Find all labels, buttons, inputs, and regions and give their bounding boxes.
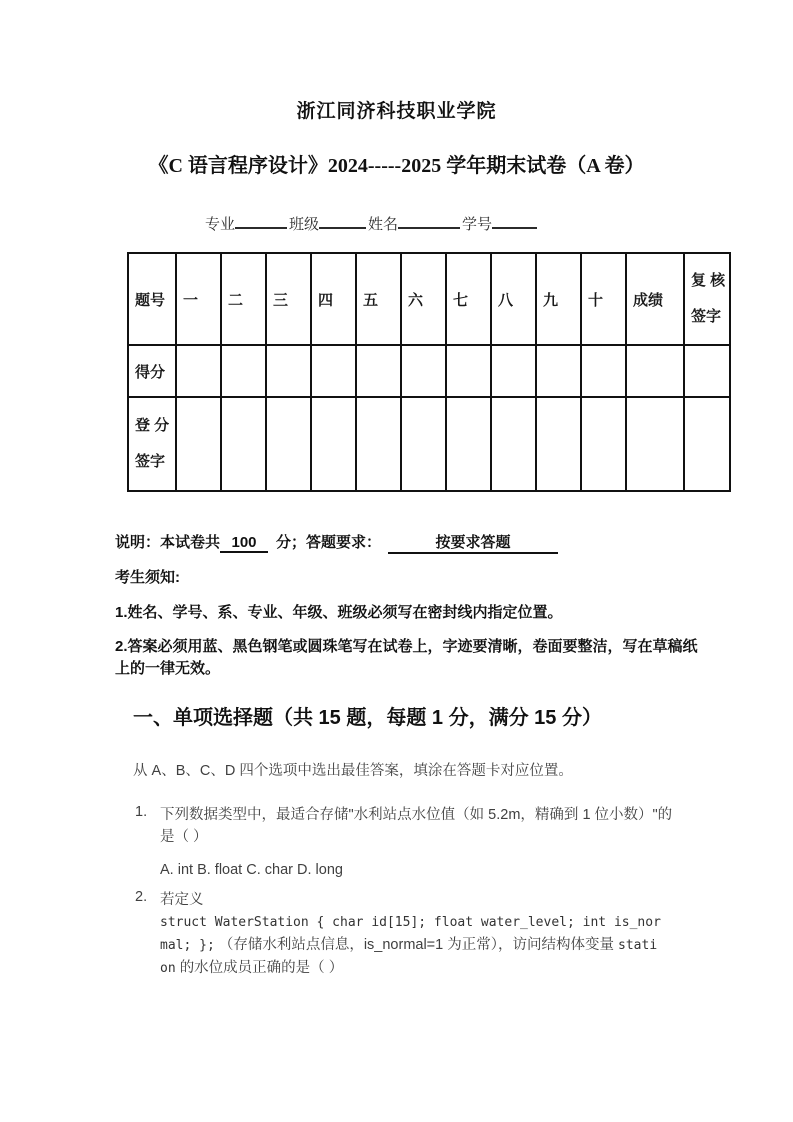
col-question-number: 题号 xyxy=(128,253,176,345)
question-1-options: A. int B. float C. char D. long xyxy=(160,862,343,878)
name-label: 姓名 xyxy=(368,216,399,233)
class-blank xyxy=(319,211,366,229)
student-id-label: 学号 xyxy=(462,216,493,233)
score-table-header-row xyxy=(128,253,730,345)
sign-cell xyxy=(356,397,401,491)
score-cell xyxy=(491,345,536,397)
col-6: 六 xyxy=(401,253,446,345)
student-id-blank xyxy=(492,211,537,229)
score-cell xyxy=(581,345,626,397)
score-cell xyxy=(176,345,221,397)
section-one-heading: 一、单项选择题（共 15 题，每题 1 分，满分 15 分） xyxy=(133,707,602,729)
sign-cell xyxy=(536,397,581,491)
exam-title: 《C 语言程序设计》2024-----2025 学年期末试卷（A 卷） xyxy=(148,155,645,177)
question-2-explain: （存储水利站点信息，is_normal=1 为正常），访问结构体变量 xyxy=(218,937,614,953)
score-cell xyxy=(684,345,730,397)
register-sign-line2: 签字 xyxy=(135,452,166,470)
question-2-body xyxy=(160,911,664,980)
total-points-blank: 100 xyxy=(220,534,268,553)
score-cell xyxy=(266,345,311,397)
col-10: 十 xyxy=(581,253,626,345)
col-7: 七 xyxy=(446,253,491,345)
sign-cell xyxy=(176,397,221,491)
section-one-intro: 从 A、B、C、D 四个选项中选出最佳答案，填涂在答题卡对应位置。 xyxy=(133,763,573,779)
col-9: 九 xyxy=(536,253,581,345)
sign-cell xyxy=(446,397,491,491)
answer-requirement-blank: 按要求答题 xyxy=(388,531,558,554)
register-sign-line1: 登 分 xyxy=(135,416,170,434)
score-cell xyxy=(536,345,581,397)
score-cell xyxy=(446,345,491,397)
review-sign-line2: 签字 xyxy=(691,307,722,325)
major-label: 专业 xyxy=(204,216,235,233)
sign-cell xyxy=(401,397,446,491)
question-2-tail: 的水位成员正确的是（ ） xyxy=(179,960,344,976)
question-2-code: struct WaterStation { char id[15]; float water_level; int is_normal; }; xyxy=(160,915,661,953)
score-cell xyxy=(626,345,684,397)
score-row-label: 得分 xyxy=(128,345,176,397)
question-1-text: 下列数据类型中，最适合存储"水利站点水位值（如 5.2m，精确到 1 位小数）"的是（ ） xyxy=(160,807,673,845)
review-sign-line1: 复 核 xyxy=(691,271,726,289)
student-info-line xyxy=(0,211,740,234)
notice-item-2: 2.答案必须用蓝、黑色钢笔或圆珠笔写在试卷上，字迹要清晰，卷面要整洁，写在草稿纸上的一律无效。 xyxy=(115,638,698,677)
score-cell xyxy=(401,345,446,397)
sign-cell xyxy=(626,397,684,491)
col-1: 一 xyxy=(176,253,221,345)
question-2-lead: 若定义 xyxy=(160,892,204,908)
name-blank xyxy=(398,211,460,229)
question-2-code-var: station xyxy=(160,938,658,976)
col-review-sign xyxy=(684,253,730,345)
col-3: 三 xyxy=(266,253,311,345)
note-prefix: 说明：本试卷共 xyxy=(115,534,221,551)
score-cell xyxy=(221,345,266,397)
sign-cell xyxy=(491,397,536,491)
exam-note-line xyxy=(115,531,558,554)
col-5: 五 xyxy=(356,253,401,345)
sign-cell xyxy=(266,397,311,491)
question-2-number: 2. xyxy=(135,889,148,905)
sign-cell xyxy=(581,397,626,491)
question-1 xyxy=(135,804,684,881)
register-sign-label xyxy=(128,397,176,491)
question-1-number: 1. xyxy=(135,804,148,820)
col-4: 四 xyxy=(311,253,356,345)
question-2 xyxy=(135,889,664,980)
score-row xyxy=(128,345,730,397)
sign-cell xyxy=(311,397,356,491)
register-sign-row xyxy=(128,397,730,491)
note-middle: 分；答题要求： xyxy=(276,534,382,551)
col-8: 八 xyxy=(491,253,536,345)
col-2: 二 xyxy=(221,253,266,345)
sign-cell xyxy=(221,397,266,491)
sign-cell xyxy=(684,397,730,491)
col-score: 成绩 xyxy=(626,253,684,345)
notice-item-1: 1.姓名、学号、系、专业、年级、班级必须写在密封线内指定位置。 xyxy=(115,604,563,621)
major-blank xyxy=(235,211,287,229)
school-title: 浙江同济科技职业学院 xyxy=(296,101,497,122)
score-cell xyxy=(311,345,356,397)
score-cell xyxy=(356,345,401,397)
class-label: 班级 xyxy=(288,216,319,233)
notice-title: 考生须知: xyxy=(115,569,180,586)
score-table xyxy=(127,252,731,492)
